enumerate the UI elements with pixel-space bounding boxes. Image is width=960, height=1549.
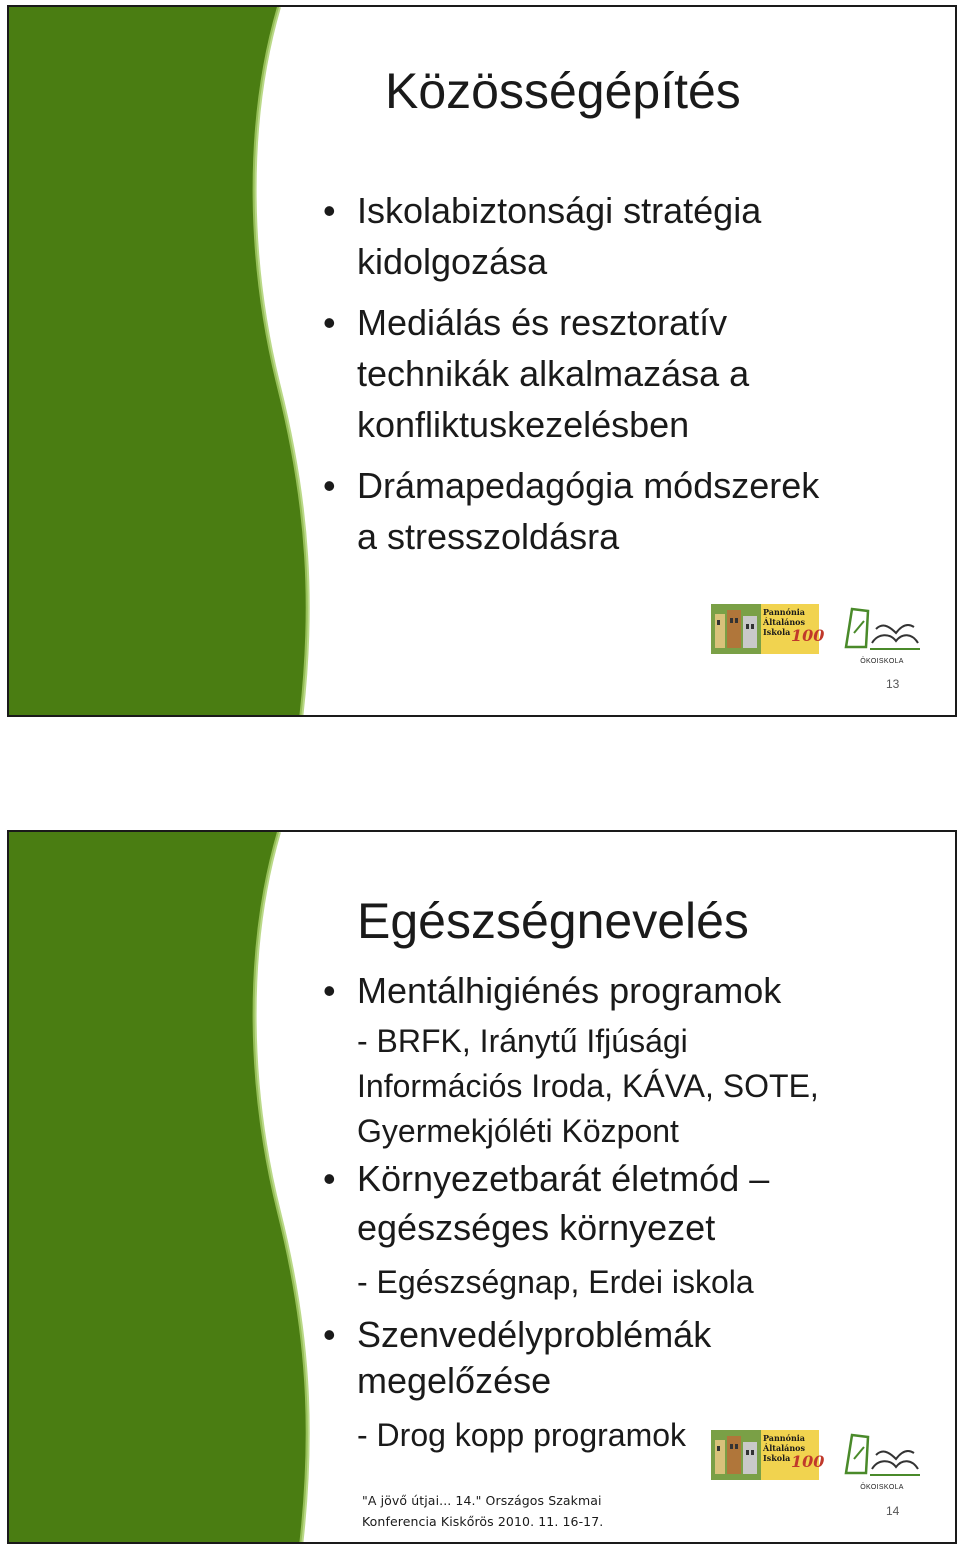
bullet-line: • Iskolabiztonsági stratégia: [357, 190, 762, 231]
bullet-line: egészséges környezet: [357, 1207, 716, 1248]
school-name-line: Általános: [763, 1443, 806, 1453]
slide-14: [7, 830, 957, 1544]
school-name-line: Pannónia: [763, 607, 805, 617]
school-anniversary-number: 100: [791, 626, 825, 645]
page-number: 14: [886, 1504, 900, 1518]
sub-line: - Drog kopp programok: [357, 1417, 687, 1453]
slide-13: [7, 5, 957, 717]
bullet-line: • Mentálhigiénés programok: [357, 970, 782, 1011]
footer-line: "A jövő útjai... 14." Országos Szakmai: [362, 1493, 602, 1508]
slide-title: Egészségnevelés: [357, 893, 749, 949]
bullet-line: technikák alkalmazása a: [357, 353, 750, 394]
footer-line: Konferencia Kiskőrös 2010. 11. 16-17.: [362, 1514, 604, 1529]
bullet-line: • Mediálás és resztoratív: [357, 302, 728, 343]
school-logo: [711, 604, 825, 654]
eco-school-logo: [842, 603, 922, 665]
school-name-line: Általános: [763, 617, 806, 627]
slide-title: Közösségépítés: [385, 63, 741, 119]
sub-line: - Egészségnap, Erdei iskola: [357, 1264, 754, 1300]
school-logo: [711, 1430, 825, 1480]
slide-footer: [362, 1490, 603, 1532]
sub-item: [319, 1252, 939, 1312]
bullet-line: kidolgozása: [357, 241, 548, 282]
eco-school-label: ÖKOISKOLA: [860, 1484, 904, 1491]
school-name-line: Pannónia: [763, 1433, 805, 1443]
school-anniversary-number: 100: [791, 1452, 825, 1471]
eco-school-label: ÖKOISKOLA: [860, 658, 904, 665]
bullet-line: • Drámapedagógia módszerek: [357, 465, 820, 506]
footer-line: "A jövő útjai... 14." Országos Szakmai: [362, 664, 602, 679]
bullet-item: [319, 185, 939, 287]
green-wave-background: [9, 7, 339, 715]
bullet-item: [319, 1154, 939, 1252]
eco-school-logo: [842, 1429, 922, 1491]
school-name-line: Iskola: [763, 1453, 791, 1463]
school-name-line: Iskola: [763, 627, 791, 637]
bullet-list: [319, 185, 939, 562]
footer-line: Konferencia Kiskőrös 2010. 11. 16-17.: [362, 685, 604, 700]
bullet-line: • Szenvedélyproblémák: [357, 1314, 712, 1355]
sub-item: [319, 1019, 939, 1154]
bullet-line: a stresszoldásra: [357, 516, 620, 557]
slide-footer: [362, 661, 603, 703]
bullet-item: [319, 297, 939, 450]
sub-line: - BRFK, Iránytű Ifjúsági: [357, 1023, 688, 1059]
bullet-item: [319, 965, 939, 1017]
sub-line: Gyermekjóléti Központ: [357, 1113, 679, 1149]
bullet-item: [319, 1312, 939, 1404]
sub-line: Információs Iroda, KÁVA, SOTE,: [357, 1068, 819, 1104]
page-number: 13: [886, 677, 900, 691]
green-wave-background: [9, 832, 339, 1542]
bullet-item: [319, 460, 939, 562]
bullet-list: [319, 965, 939, 1466]
bullet-line: • Környezetbarát életmód –: [357, 1158, 770, 1199]
bullet-line: konfliktuskezelésben: [357, 404, 690, 445]
bullet-line: megelőzése: [357, 1360, 552, 1401]
